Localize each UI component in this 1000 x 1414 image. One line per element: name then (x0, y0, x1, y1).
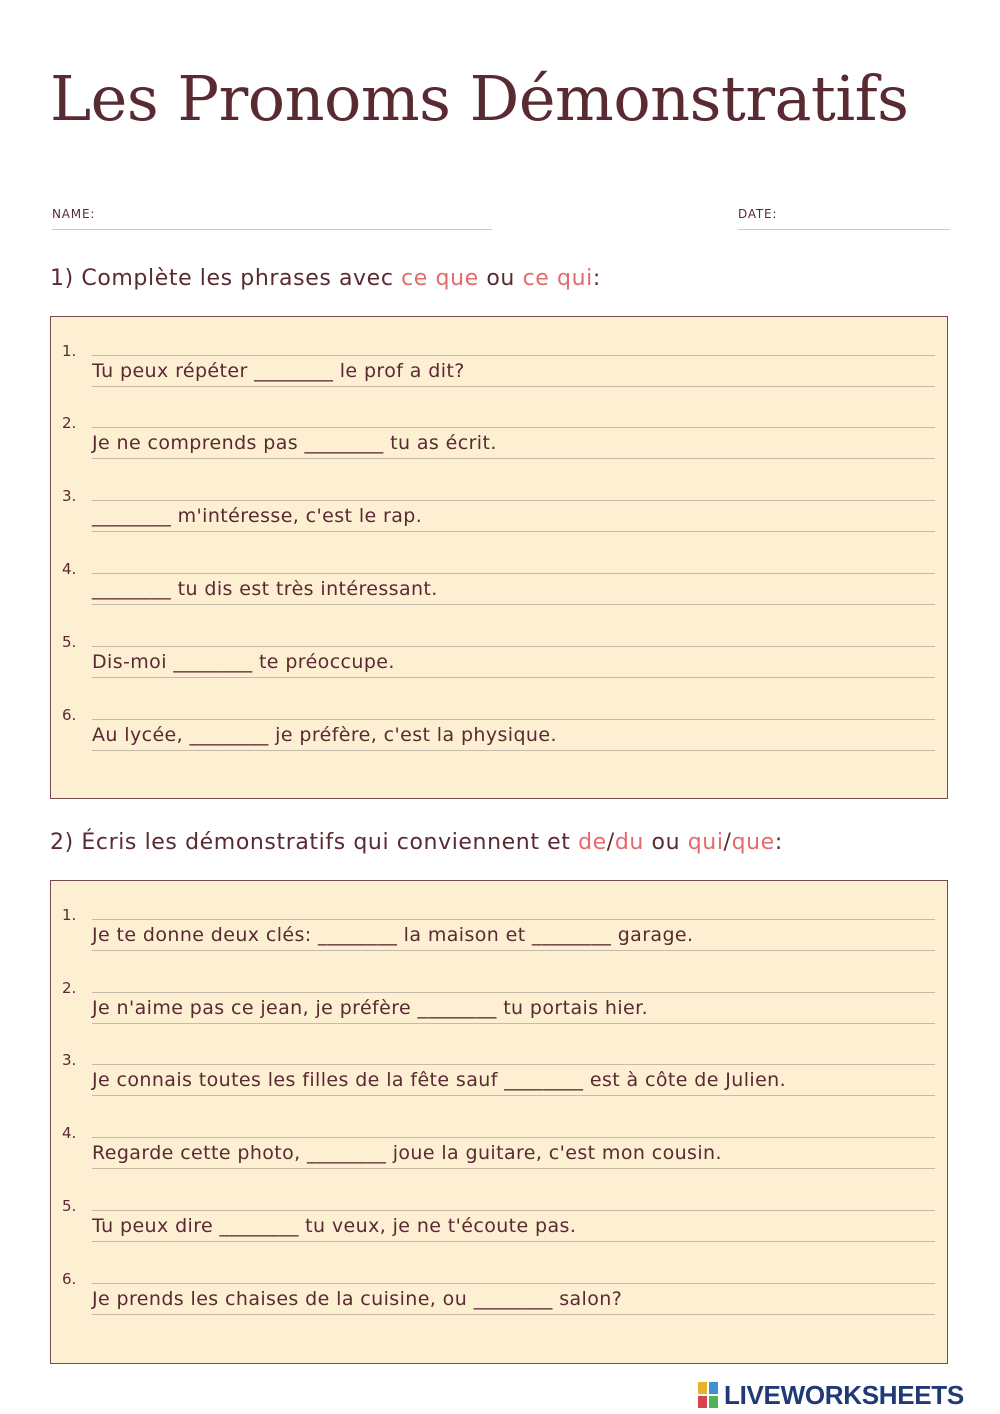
section2-heading-or: ou (643, 830, 688, 855)
answer-line[interactable] (92, 355, 935, 356)
answer-line[interactable] (92, 500, 935, 501)
answer-line[interactable] (92, 531, 935, 532)
answer-line[interactable] (92, 604, 935, 605)
sentence: Tu peux répéter ________ le prof a dit? (92, 360, 465, 382)
answer-line[interactable] (92, 750, 935, 751)
answer-line[interactable] (92, 677, 935, 678)
exercise2-item (51, 979, 947, 1039)
answer-line[interactable] (92, 386, 935, 387)
sentence: Je te donne deux clés: ________ la maison et ________ garage. (92, 924, 694, 946)
item-number: 1. (62, 342, 77, 360)
exercise1-item (51, 487, 947, 547)
section1-heading-colon: : (592, 266, 601, 291)
exercise2-box (50, 880, 948, 1364)
date-label: DATE: (738, 207, 778, 221)
section1-heading-or: ou (478, 266, 523, 291)
highlight-ce-qui: ce qui (522, 266, 593, 291)
answer-line[interactable] (92, 950, 935, 951)
exercise1-item (51, 342, 947, 402)
sentence: Je connais toutes les filles de la fête sauf ________ est à côte de Julien. (92, 1069, 787, 1091)
exercise1-box (50, 316, 948, 799)
highlight-de: de (578, 830, 607, 855)
highlight-que: que (731, 830, 775, 855)
exercise2-item (51, 1124, 947, 1184)
item-number: 6. (62, 1270, 77, 1288)
sentence: Dis-moi ________ te préoccupe. (92, 651, 395, 673)
name-label: NAME: (52, 207, 96, 221)
answer-line[interactable] (92, 573, 935, 574)
sentence: Au lycée, ________ je préfère, c'est la physique. (92, 724, 557, 746)
highlight-qui: qui (687, 830, 724, 855)
item-number: 2. (62, 414, 77, 432)
name-field[interactable] (52, 203, 492, 230)
answer-line[interactable] (92, 1095, 935, 1096)
answer-line[interactable] (92, 1241, 935, 1242)
section2-heading-text: 2) Écris les démonstratifs qui conviennent et (50, 830, 579, 855)
liveworksheets-logo[interactable] (698, 1378, 964, 1412)
item-number: 1. (62, 906, 77, 924)
slash: / (606, 830, 615, 855)
item-number: 4. (62, 1124, 77, 1142)
exercise1-item (51, 414, 947, 474)
answer-line[interactable] (92, 1283, 935, 1284)
answer-line[interactable] (92, 646, 935, 647)
item-number: 5. (62, 633, 77, 651)
item-number: 3. (62, 487, 77, 505)
answer-line[interactable] (92, 719, 935, 720)
item-number: 4. (62, 560, 77, 578)
highlight-ce-que: ce que (401, 266, 479, 291)
section1-heading-text: 1) Complète les phrases avec (50, 266, 402, 291)
item-number: 6. (62, 706, 77, 724)
exercise2-item (51, 906, 947, 966)
answer-line[interactable] (92, 1314, 935, 1315)
sentence: Regarde cette photo, ________ joue la guitare, c'est mon cousin. (92, 1142, 722, 1164)
answer-line[interactable] (92, 458, 935, 459)
answer-line[interactable] (92, 992, 935, 993)
slash: / (723, 830, 732, 855)
answer-line[interactable] (92, 1064, 935, 1065)
sentence: ________ m'intéresse, c'est le rap. (92, 505, 423, 527)
item-number: 5. (62, 1197, 77, 1215)
exercise1-item (51, 560, 947, 620)
page-title: Les Pronoms Démonstratifs (50, 62, 909, 135)
exercise2-item (51, 1197, 947, 1257)
answer-line[interactable] (92, 1023, 935, 1024)
sentence: Je n'aime pas ce jean, je préfère ________ tu portais hier. (92, 997, 649, 1019)
answer-line[interactable] (92, 1210, 935, 1211)
sentence: Je prends les chaises de la cuisine, ou ________ salon? (92, 1288, 623, 1310)
highlight-du: du (614, 830, 644, 855)
date-field[interactable] (738, 203, 950, 230)
item-number: 3. (62, 1051, 77, 1069)
exercise2-item (51, 1051, 947, 1111)
section1-heading (50, 266, 601, 291)
answer-line[interactable] (92, 1137, 935, 1138)
section2-heading (50, 830, 783, 855)
liveworksheets-brand: LIVEWORKSHEETS (724, 1379, 964, 1410)
exercise2-item (51, 1270, 947, 1330)
exercise1-item (51, 633, 947, 693)
sentence: ________ tu dis est très intéressant. (92, 578, 438, 600)
item-number: 2. (62, 979, 77, 997)
exercise1-item (51, 706, 947, 766)
sentence: Tu peux dire ________ tu veux, je ne t'écoute pas. (92, 1215, 577, 1237)
section2-heading-colon: : (774, 830, 783, 855)
answer-line[interactable] (92, 919, 935, 920)
answer-line[interactable] (92, 1168, 935, 1169)
sentence: Je ne comprends pas ________ tu as écrit. (92, 432, 497, 454)
answer-line[interactable] (92, 427, 935, 428)
liveworksheets-logo-icon (698, 1382, 718, 1408)
